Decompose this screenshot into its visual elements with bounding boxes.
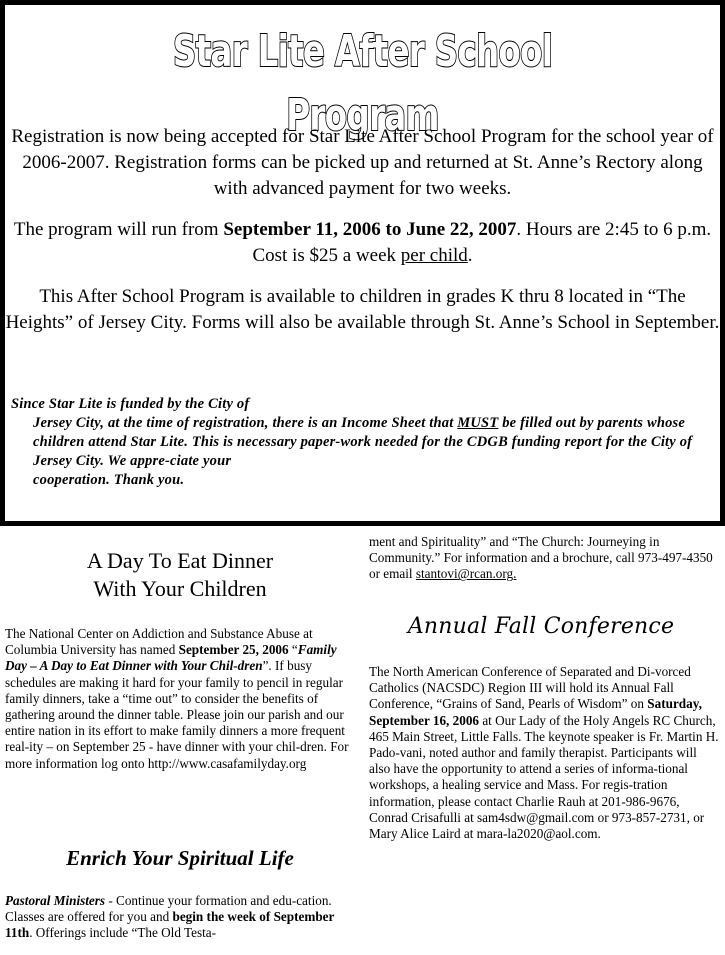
spiritual-text: - Continue your formation and edu-cation. Classes are offered for you and <box>5 893 332 925</box>
conference-date: Saturday, September 16, 2006 <box>369 696 702 728</box>
funding-note-body <box>11 414 711 490</box>
schedule-paragraph <box>5 217 720 269</box>
funding-note-first-line: Since Star Lite is funded by the City of <box>11 396 250 412</box>
funding-note-text: Jersey City, at the time of registration, there is an Income Sheet that <box>33 415 458 431</box>
spiritual-life-heading: Enrich Your Spiritual Life <box>66 846 294 870</box>
spiritual-continued-text: ment and Spirituality” and “The Church: Journeying in Community.” For information and a brochure, call 973-497-4350 or email <box>369 534 713 582</box>
dinner-text-2: ”. If busy schedules are making it hard for your family to pencil in regular family dinners, take a “time out” to consider the benefits of gathering around the dinner table. Please join our parish and our entire nation in its effort to make family dinners a more frequent real-ity – on September 25 - have dinner with your chil-dren. For more information log onto http://www.casafamilyday.org <box>5 658 349 771</box>
funding-note-closing: cooperation. Thank you. <box>33 472 185 488</box>
classes-start-date: begin the week of September 11th <box>5 909 335 941</box>
schedule-text-end: . <box>467 245 473 266</box>
schedule-text-hours: . Hours are 2:45 to 6 p.m. Cost is $25 a week <box>252 219 712 266</box>
program-title: Star Lite After School Program <box>172 26 553 141</box>
fall-conference-text <box>369 664 719 842</box>
spiritual-article-text <box>5 893 357 942</box>
spiritual-article-continued <box>369 534 719 583</box>
family-day-name: Family Day – A Day to Eat Dinner with Your Chil-dren <box>5 642 337 674</box>
must-text: MUST <box>457 415 499 431</box>
spiritual-text-2: . Offerings include “The Old Testa- <box>29 925 217 941</box>
fall-text-2: at Our Lady of the Holy Angels RC Church, 465 Main Street, Little Falls. The keynote speaker is Fr. Martin H. Pado-vani, noted author and family therapist. Participants will also have the opportunity to attend a series of informa-tional workshops, a healing service and Mass. For regis-tration information, please contact Charlie Rauh at 201-986-9676, Conrad Crisafulli at sam4sdw@gmail.com or 973-857-2731, or Mary Alice Laird at mara-la2020@aol.com. <box>369 712 719 842</box>
funding-note-text-2: be filled out by parents whose children attend Star Lite. This is necessary paper-work needed for the CDGB funding report for the City of Jersey City. We appre-ciate your <box>33 415 693 469</box>
availability-paragraph: This After School Program is available to children in grades K thru 8 located in “The Heights” of Jersey City. Forms will also be available through St. Anne’s School in September. <box>5 286 720 333</box>
registration-paragraph: Registration is now being accepted for Star Lite After School Program for the school year of 2006-2007. Registration forms can be picked up and returned at St. Anne’s Rectory along with advanced payment for two weeks. <box>11 126 714 199</box>
dinner-text: The National Center on Addiction and Substance Abuse at Columbia University has named <box>5 626 313 658</box>
dinner-heading-line2: With Your Children <box>93 576 267 601</box>
pastoral-ministers-lead: Pastoral Ministers <box>5 893 106 908</box>
dinner-article-text <box>5 626 357 772</box>
fall-text: The North American Conference of Separated and Di-vorced Catholics (NACSDC) Region III will hold its Annual Fall Conference, “Grains of Sand, Pearls of Wisdom” on <box>369 664 691 712</box>
dinner-heading <box>5 547 355 603</box>
fall-conference-heading: Annual Fall Conference <box>407 614 675 639</box>
family-day-date: September 25, 2006 <box>178 642 289 658</box>
schedule-text: The program will run from <box>13 219 224 240</box>
program-dates: September 11, 2006 to June 22, 2007 <box>223 219 517 240</box>
contact-email-link[interactable]: stantovi@rcan.org. <box>415 566 517 582</box>
dinner-heading-line1: A Day To Eat Dinner <box>86 548 274 573</box>
per-child-text: per child <box>400 245 468 266</box>
dinner-quote-open: “ <box>288 642 298 658</box>
funding-note <box>11 395 711 490</box>
